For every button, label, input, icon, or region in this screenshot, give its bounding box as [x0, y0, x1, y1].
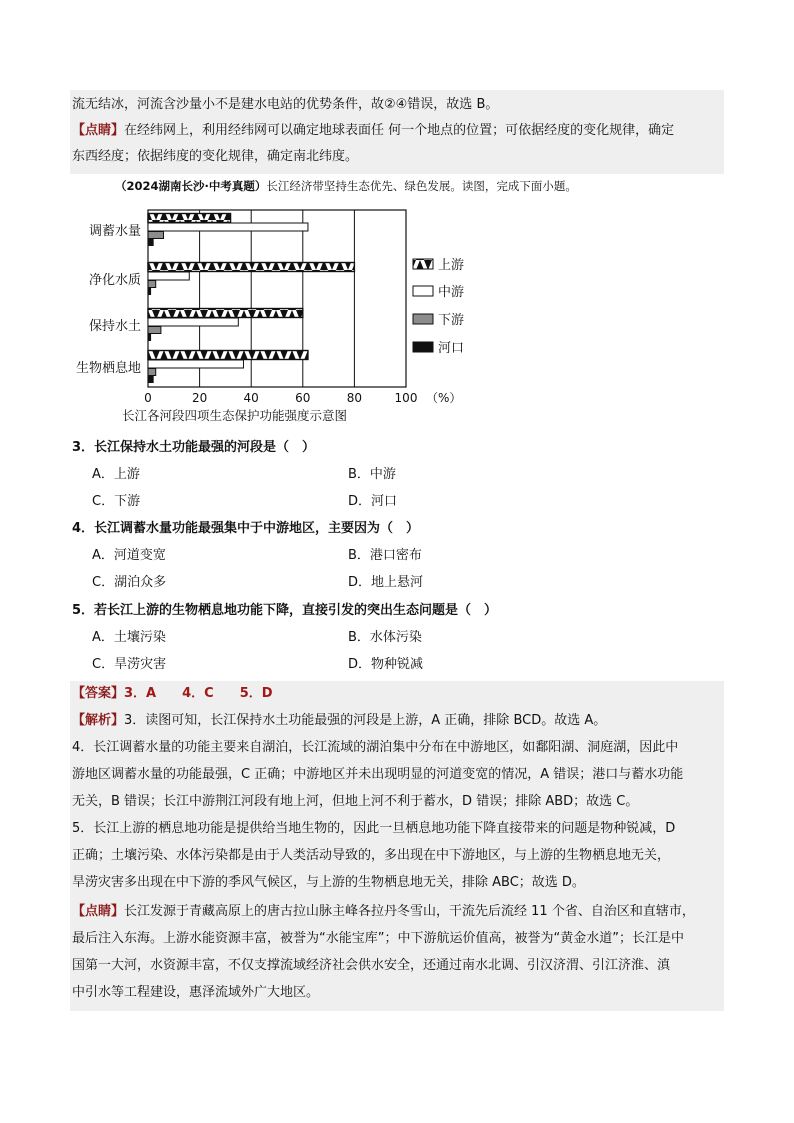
tip1-line2: 东西经度；依据纬度的变化规律，确定南北纬度。: [72, 149, 359, 164]
bar-河口: [148, 334, 151, 341]
x-tick-label: 40: [243, 391, 259, 405]
x-tick-label: 0: [144, 391, 152, 405]
tip2-line-1: [72, 899, 695, 925]
analysis-line-2: 4．长江调蓄水量的功能主要来自湖泊，长江流域的湖泊集中分布在中游地区，如鄱阳湖、洞庭湖，因此中: [72, 740, 679, 755]
legend-swatch: [413, 342, 433, 352]
tip2-line-3: 国第一大河，水资源丰富，不仅支撑流域经济社会供水安全，还通过南水北调、引汉济渭、引江济淮、滇: [72, 958, 671, 973]
chart-legend: [413, 258, 464, 356]
legend-swatch: [413, 286, 433, 296]
x-tick-label: 100: [394, 391, 418, 405]
q4-option-c: C．湖泊众多: [92, 575, 167, 590]
tip2-line-2: 最后注入东海。上游水能资源丰富，被誉为“水能宝库”；中下游航运价值高，被誉为“黄金水道”；长江是中: [72, 931, 684, 946]
bar-上游: [148, 263, 354, 272]
x-unit-label: （%）: [426, 391, 462, 405]
analysis-tag: 【解析】: [72, 713, 125, 728]
q3-option-c: C．下游: [92, 494, 141, 509]
analysis-line-3: 游地区调蓄水量的功能最强，C 正确；中游地区并未出现明显的河道变宽的情况，A 错误；港口与蓄水功能: [72, 767, 684, 782]
bar-中游: [148, 318, 238, 326]
tip-tag: 【点睛】: [72, 123, 125, 138]
answer-text: 3．A 4．C 5．D: [124, 686, 273, 701]
q3-option-a: A．上游: [92, 467, 140, 482]
x-tick-label: 80: [346, 391, 363, 405]
category-label: 生物栖息地: [75, 361, 141, 376]
intro-text: 长江经济带坚持生态优先、绿色发展。读图，完成下面小题。: [266, 179, 577, 193]
bar-中游: [148, 360, 243, 368]
tip2-text-1: 长江发源于青藏高原上的唐古拉山脉主峰各拉丹冬雪山，干流先后流经 11 个省、自治区和直辖市，: [124, 904, 695, 919]
analysis-line-4: 无关，B 错误；长江中游荆江河段有地上河，但地上河不利于蓄水，D 错误；排除 ABD；故选 C。: [72, 794, 639, 809]
q5-option-d: D．物种锐减: [348, 657, 424, 672]
legend-label: 下游: [438, 313, 465, 328]
analysis-line-6: 正确；土壤污染、水体污染都是由于人类活动导致的，多出现在中下游地区，与上游的生物栖息地无关，: [72, 848, 671, 863]
question-4-stem: 4．长江调蓄水量功能最强集中于中游地区，主要因为（ ）: [72, 521, 420, 536]
category-label: 净化水质: [88, 273, 141, 288]
x-tick-label: 20: [191, 391, 208, 405]
question-source: （2024湖南长沙·中考真题）: [115, 179, 267, 193]
bar-上游: [148, 309, 303, 318]
tip2-line-4: 中引水等工程建设，惠泽流域外广大地区。: [72, 985, 320, 1000]
q3-option-b: B．中游: [348, 467, 396, 482]
category-label: 保持水土: [88, 319, 141, 334]
legend-label: 中游: [438, 285, 465, 300]
bar-下游: [148, 369, 156, 376]
bar-河口: [148, 376, 153, 383]
q4-option-b: B．港口密布: [348, 548, 422, 563]
question-5-stem: 5．若长江上游的生物栖息地功能下降，直接引发的突出生态问题是（ ）: [72, 603, 498, 618]
q5-option-a: A．土壤污染: [92, 630, 166, 645]
bar-下游: [148, 232, 163, 239]
analysis-text-1: 3．读图可知，长江保持水土功能最强的河段是上游，A 正确，排除 BCD。故选 A。: [124, 713, 607, 728]
analysis-line-7: 旱涝灾害多出现在中下游的季风气候区，与上游的生物栖息地无关，排除 ABC；故选 D。: [72, 875, 585, 890]
chart-title: 长江各河段四项生态保护功能强度示意图: [122, 408, 348, 423]
analysis-line-5: 5．长江上游的栖息地功能是提供给当地生物的，因此一旦栖息地功能下降直接带来的问题是物种锐减，D: [72, 821, 676, 836]
bar-上游: [148, 214, 231, 223]
prev-answer-line: 流无结冰，河流含沙量小不是建水电站的优势条件，故②④错误，故选 B。: [72, 97, 499, 112]
bar-下游: [148, 327, 161, 334]
bar-河口: [148, 239, 153, 246]
q4-option-a: A．河道变宽: [92, 548, 166, 563]
tip1-text: 在经纬网上，利用经纬网可以确定地球表面任 何一个地点的位置；可依据经度的变化规律，确定: [124, 123, 675, 138]
legend-swatch: [413, 259, 433, 269]
x-tick-label: 60: [295, 391, 311, 405]
bar-河口: [148, 288, 151, 295]
answer-line: [72, 681, 273, 707]
q5-option-c: C．旱涝灾害: [92, 657, 167, 672]
category-label: 调蓄水量: [88, 224, 141, 239]
legend-label: 河口: [438, 341, 465, 356]
bar-上游: [148, 351, 308, 360]
q3-option-d: D．河口: [348, 494, 398, 509]
answer-tag: 【答案】: [72, 686, 125, 701]
bar-中游: [148, 223, 308, 231]
bar-中游: [148, 272, 189, 280]
tip1-line1: [72, 118, 674, 144]
question-3-stem: 3．长江保持水土功能最强的河段是（ ）: [72, 440, 316, 455]
legend-label: 上游: [438, 258, 465, 273]
tip2-tag: 【点睛】: [72, 904, 125, 919]
q4-option-d: D．地上悬河: [348, 575, 424, 590]
question-intro: [115, 178, 577, 194]
analysis-line-1: [72, 708, 606, 734]
bar-chart: [0, 200, 794, 440]
legend-swatch: [413, 314, 433, 324]
bar-下游: [148, 281, 156, 288]
q5-option-b: B．水体污染: [348, 630, 422, 645]
